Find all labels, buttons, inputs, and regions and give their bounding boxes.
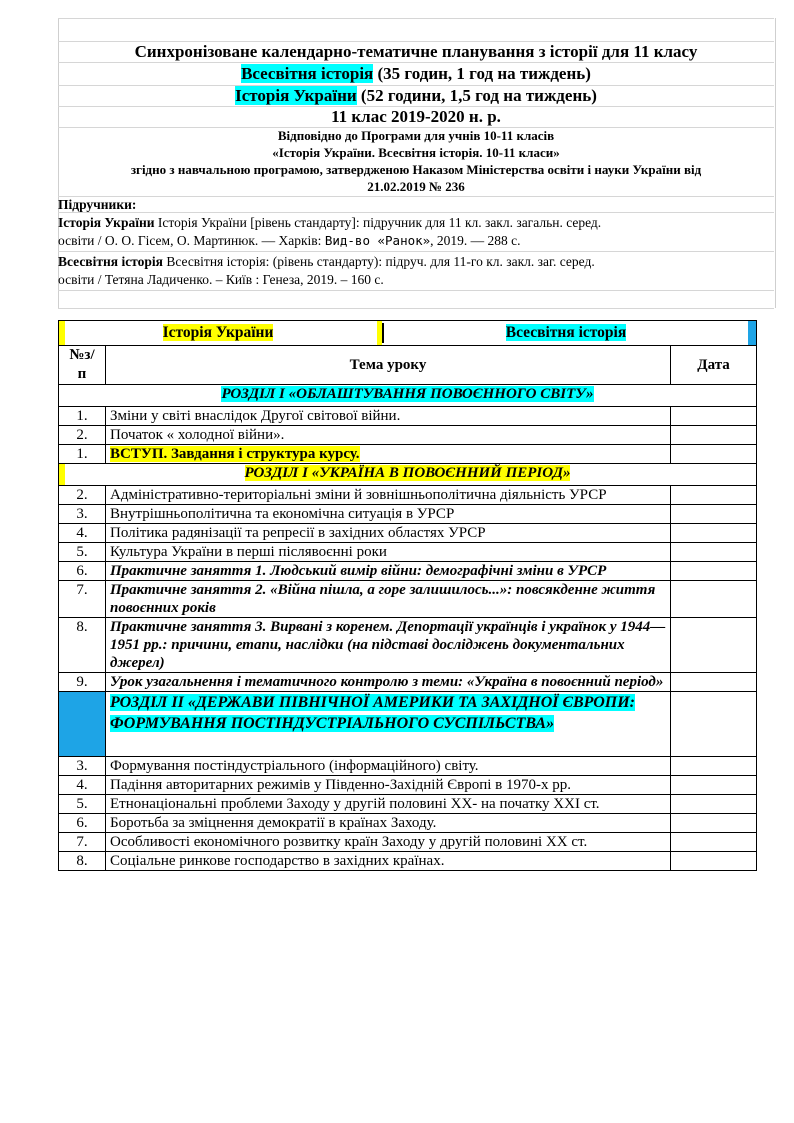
textbook-2-subject: Всесвітня історія xyxy=(58,254,163,269)
world-hours: (35 годин, 1 год на тиждень) xyxy=(373,64,591,83)
date-cell[interactable] xyxy=(671,486,757,505)
textbooks-label: Підручники: xyxy=(58,197,137,212)
textbook-2-line-1 xyxy=(58,253,774,271)
date-cell[interactable] xyxy=(671,776,757,795)
table-row: 6. Практичне заняття 1. Людський вимір війни: демографічні зміни в УРСР xyxy=(59,562,757,581)
table-row: 4. Падіння авторитарних режимів у Південно-Західній Європі в 1970-х рр. xyxy=(59,776,757,795)
ukraine-hours-line xyxy=(58,86,774,106)
date-cell[interactable] xyxy=(671,692,757,757)
date-cell[interactable] xyxy=(671,407,757,426)
table-row: 8. Соціальне ринкове господарство в західних країнах. xyxy=(59,852,757,871)
header-rule xyxy=(58,62,774,63)
header-rule xyxy=(58,18,774,19)
section-1-title: РОЗДІЛ І «ОБЛАШТУВАННЯ ПОВОЄННОГО СВІТУ» xyxy=(59,385,757,407)
section-row xyxy=(59,692,757,757)
textbook-2-text-1: Всесвітня історія: (рівень стандарту): підруч. для 11-го кл. закл. заг. серед. xyxy=(162,254,595,269)
header-rule xyxy=(58,308,774,309)
textbook-1-text-1: Історія України [рівень стандарту]: підручник для 11 кл. закл. загальн. серед. xyxy=(154,215,602,230)
date-cell[interactable] xyxy=(671,795,757,814)
textbook-1-subject: Історія України xyxy=(58,215,155,230)
year-line: 11 клас 2019-2020 н. р. xyxy=(331,107,501,126)
program-line-2: «Історія України. Всесвітня історія. 10-11 класи» xyxy=(272,145,560,160)
date-cell[interactable] xyxy=(671,505,757,524)
section-row xyxy=(59,464,757,486)
table-row: 8. Практичне заняття 3. Вирвані з коренем. Депортації українців і українок у 1944—1951 рр.: причини, етапи, наслідки (на підставі досліджень документальних джерел) xyxy=(59,618,757,673)
program-line-1: Відповідно до Програми для учнів 10-11 класів xyxy=(277,128,555,143)
table-row: 7. Особливості економічного розвитку країн Заходу у другій половині ХХ ст. xyxy=(59,833,757,852)
ukraine-hours: (52 години, 1,5 год на тиждень) xyxy=(356,86,597,105)
date-cell[interactable] xyxy=(671,562,757,581)
col-topic-header: Тема уроку xyxy=(106,346,671,385)
section-2-title: РОЗДІЛ І «УКРАЇНА В ПОВОЄННИЙ ПЕРІОД» xyxy=(59,464,757,486)
table-row: 3. Формування постіндустріального (інформаційного) світу. xyxy=(59,757,757,776)
table-row: 9. Урок узагальнення і тематичного контролю з теми: «Україна в повоєнний період» xyxy=(59,673,757,692)
col-date-header: Дата xyxy=(671,346,757,385)
world-column-title: Всесвітня історія xyxy=(505,324,627,341)
date-cell[interactable] xyxy=(671,833,757,852)
table-row: 1. ВСТУП. Завдання і структура курсу. xyxy=(59,445,757,464)
section-3-title: РОЗДІЛ ІІ «ДЕРЖАВИ ПІВНІЧНОЇ АМЕРИКИ ТА ЗАХІДНОЇ ЄВРОПИ: ФОРМУВАННЯ ПОСТІНДУСТРІАЛЬНОГО СУСПІЛЬСТВА» xyxy=(106,692,671,757)
date-cell[interactable] xyxy=(671,543,757,562)
ukraine-label: Історія України xyxy=(235,86,357,105)
doc-title: Синхронізоване календарно-тематичне планування з історії для 11 класу xyxy=(134,42,698,61)
table-row: 5. Культура України в перші післявоєнні роки xyxy=(59,543,757,562)
table-row: 1. Зміни у світі внаслідок Другої світової війни. xyxy=(59,407,757,426)
table-row: 5. Етнонаціональні проблеми Заходу у другій половині ХХ- на початку ХХІ ст. xyxy=(59,795,757,814)
table-row: 3. Внутрішньополітична та економічна ситуація в УРСР xyxy=(59,505,757,524)
ukraine-column-title: Історія України xyxy=(162,324,274,341)
date-cell[interactable] xyxy=(671,757,757,776)
world-label: Всесвітня історія xyxy=(241,64,374,83)
date-cell[interactable] xyxy=(671,852,757,871)
col-num-header: №з/ п xyxy=(59,346,106,385)
table-row: 7. Практичне заняття 2. «Війна пішла, а горе залишилось...»: повсякденне життя повоєнних років xyxy=(59,581,757,618)
textbook-1-text-2b: , 2019. — 288 с. xyxy=(430,233,521,248)
textbook-1-line-1 xyxy=(58,214,774,232)
table-row: 2. Адміністративно-територіальні зміни й зовнішньополітична діяльність УРСР xyxy=(59,486,757,505)
textbook-2-line-2: освіти / Тетяна Ладиченко. – Київ : Генеза, 2019. – 160 с. xyxy=(58,272,384,287)
header-rule xyxy=(58,251,774,252)
plan-table xyxy=(58,320,757,871)
date-cell[interactable] xyxy=(671,618,757,673)
textbook-1-text-2a: освіти / О. О. Гісем, О. Мартинюк. — Харків: xyxy=(58,233,325,248)
header-rule xyxy=(58,290,774,291)
order-line-2: 21.02.2019 № 236 xyxy=(367,179,465,194)
yellow-marker xyxy=(59,464,65,485)
column-header-row xyxy=(59,346,757,385)
textbook-1-publisher: Вид-во «Ранок» xyxy=(324,233,431,248)
blue-marker xyxy=(748,321,756,345)
table-row: 6. Боротьба за зміцнення демократії в країнах Заходу. xyxy=(59,814,757,833)
date-cell[interactable] xyxy=(671,814,757,833)
table-row: 2. Початок « холодної війни». xyxy=(59,426,757,445)
order-line-1: згідно з навчальною програмою, затвердженою Наказом Міністерства освіти і науки України від xyxy=(130,162,702,177)
table-row: 4. Політика радянізації та репресії в західних областях УРСР xyxy=(59,524,757,543)
section-row xyxy=(59,385,757,407)
date-cell[interactable] xyxy=(671,426,757,445)
date-cell[interactable] xyxy=(671,445,757,464)
textbook-1-line-2 xyxy=(58,232,774,250)
date-cell[interactable] xyxy=(671,524,757,543)
world-hours-line xyxy=(58,64,774,84)
date-cell[interactable] xyxy=(671,581,757,618)
subject-header-row xyxy=(59,321,757,346)
date-cell[interactable] xyxy=(671,673,757,692)
blue-marker xyxy=(59,692,106,757)
